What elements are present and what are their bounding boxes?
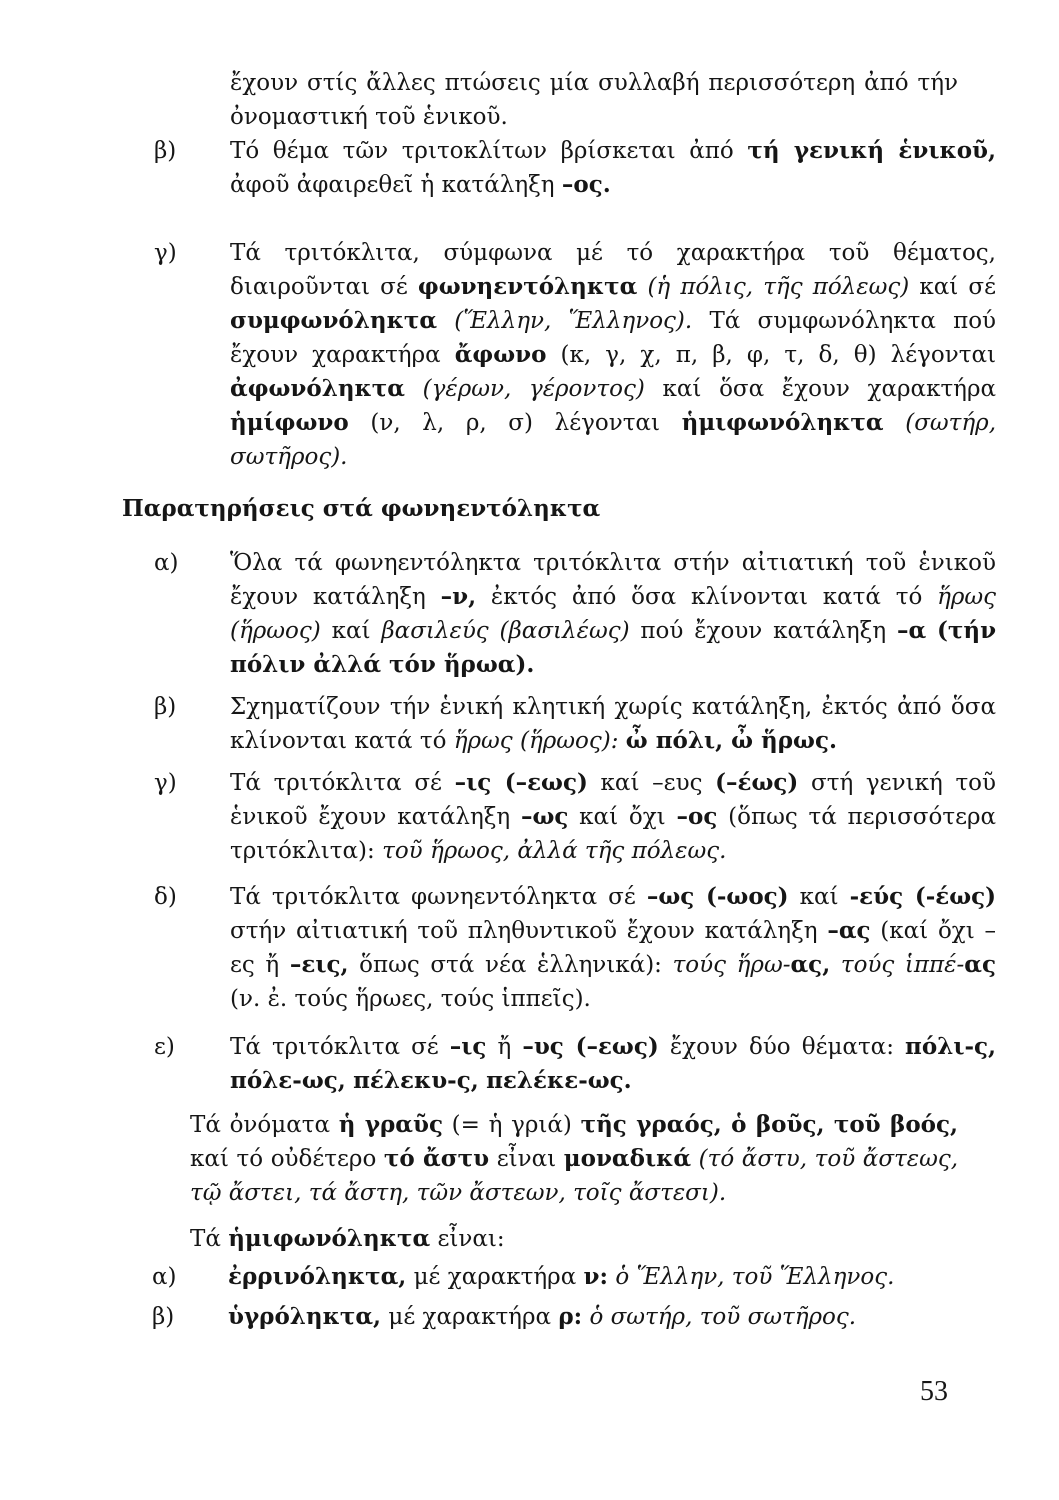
monadic-nouns-paragraph: Τά ὀνόματα ἡ γραῦς (= ἡ γριά) τῆς γραός, ὁ βοῦς, τοῦ βοός, καί τό οὐδέτερο τό ἄστυ εἶναι μοναδικά (τό ἄστυ, τοῦ ἄστεως, τῷ ἄστει, τά ἄστη, τῶν ἄστεων, τοῖς ἄστεσι).: [190, 1111, 959, 1206]
item-label: ε): [154, 1034, 175, 1060]
observation-b: β) Σχηματίζουν τήν ἑνική κλητική χωρίς κατάληξη, ἐκτός ἀπό ὅσα κλίνονται κατά τό ἥρως (ἥρωος): ὦ πόλι, ὦ ἥρως.: [192, 690, 996, 758]
intro-paragraph: ἔχουν στίς ἄλλες πτώσεις μία συλλαβή περισσότερη ἀπό τήν ὀνομαστική τοῦ ἑνικοῦ.: [230, 70, 958, 130]
item-label: γ): [154, 770, 177, 796]
section-heading: Παρατηρήσεις στά φωνηεντόληκτα: [122, 495, 601, 522]
intro-item-b: β) Τό θέμα τῶν τριτοκλίτων βρίσκεται ἀπό τή γενική ἑνικοῦ, ἀφοῦ ἀφαιρεθεῖ ἡ κατάληξη –ος.: [192, 134, 996, 202]
observation-a: α) Ὅλα τά φωνηεντόληκτα τριτόκλιτα στήν αἰτιατική τοῦ ἑνικοῦ ἔχουν κατάληξη –ν, ἐκτός ἀπό ὅσα κλίνονται κατά τό ἥρως (ἥρωος) καί βασιλεύς (βασιλέως) πού ἔχουν κατάληξη –α (τήν πόλιν ἀλλά τόν ἥρωα).: [192, 546, 996, 682]
item-label: δ): [154, 884, 177, 910]
page-number: 53: [920, 1376, 948, 1407]
item-label: β): [154, 138, 177, 164]
item-label: α): [154, 550, 179, 576]
hemi-item-a: α) ἐρρινόληκτα, μέ χαρακτήρα ν: ὁ Ἕλλην, τοῦ Ἕλληνος.: [190, 1260, 996, 1294]
hemi-intro: Τά ἡμιφωνόληκτα εἶναι:: [190, 1225, 505, 1252]
hemi-item-b: β) ὑγρόληκτα, μέ χαρακτήρα ρ: ὁ σωτήρ, τοῦ σωτῆρος.: [190, 1300, 996, 1334]
item-label: β): [154, 694, 177, 720]
item-label: γ): [154, 240, 177, 266]
item-label: α): [152, 1264, 177, 1290]
observation-d: δ) Τά τριτόκλιτα φωνηεντόληκτα σέ –ως (-ωος) καί -εύς (-έως) στήν αἰτιατική τοῦ πληθυντικοῦ ἔχουν κατάληξη –ας (καί ὄχι –ες ἤ –εις, ὅπως στά νέα ἑλληνικά): τούς ἥρω-ας, τούς ἱππέ-ας (ν. ἐ. τούς ἥρωες, τούς ἱππεῖς).: [192, 880, 996, 1016]
intro-item-c: γ) Τά τριτόκλιτα, σύμφωνα μέ τό χαρακτήρα τοῦ θέματος, διαιροῦνται σέ φωνηεντόληκτα (ἡ πόλις, τῆς πόλεως) καί σέ συμφωνόληκτα (Ἕλλην, Ἕλληνος). Τά συμφωνόληκτα πού ἔχουν χαρακτήρα ἄφωνο (κ, γ, χ, π, β, φ, τ, δ, θ) λέγονται ἀφωνόληκτα (γέρων, γέροντος) καί ὅσα ἔχουν χαρακτήρα ἡμίφωνο (ν, λ, ρ, σ) λέγονται ἡμιφωνόληκτα (σωτήρ, σωτῆρος).: [192, 236, 996, 474]
observation-e: ε) Τά τριτόκλιτα σέ –ις ἤ –υς (–εως) ἔχουν δύο θέματα: πόλι-ς, πόλε-ως, πέλεκυ-ς, πελέκε-ως.: [192, 1030, 996, 1098]
item-label: β): [152, 1304, 175, 1330]
observation-c: γ) Τά τριτόκλιτα σέ –ις (–εως) καί –ευς (–έως) στή γενική τοῦ ἑνικοῦ ἔχουν κατάληξη –ως καί ὄχι –ος (ὅπως τά περισσότερα τριτόκλιτα): τοῦ ἥρωος, ἀλλά τῆς πόλεως.: [192, 766, 996, 868]
